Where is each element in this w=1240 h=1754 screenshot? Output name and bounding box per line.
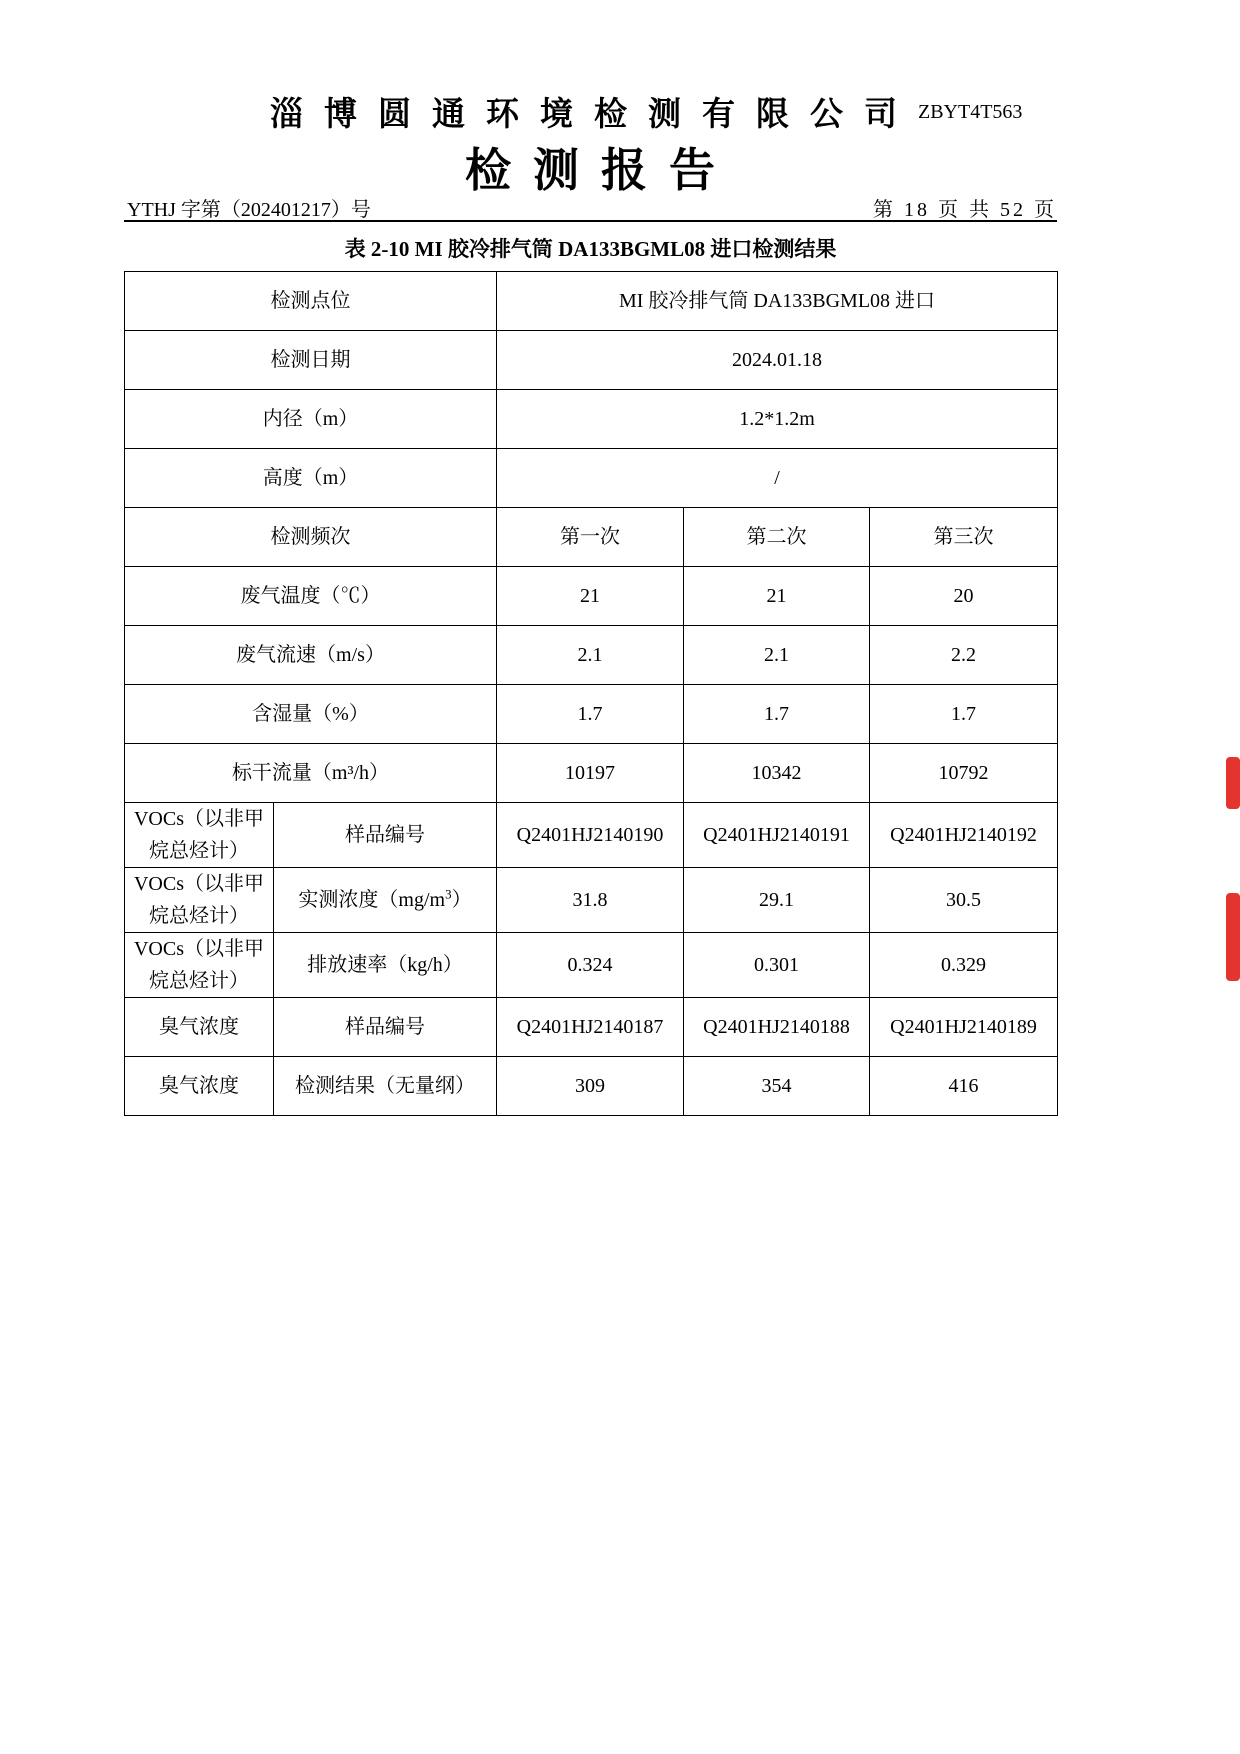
point-label: 检测点位 [125,272,497,331]
velocity-label: 废气流速（m/s） [125,626,497,685]
humidity-label: 含湿量（%） [125,685,497,744]
voc-sample-id-label: 样品编号 [274,803,497,868]
flow-label: 标干流量（m³/h） [125,744,497,803]
date-value: 2024.01.18 [497,331,1058,390]
voc-rate-label: 排放速率（kg/h） [274,933,497,998]
voc-label: VOCs（以非甲烷总烃计） [125,868,274,933]
report-title: 检测报告 [465,143,737,197]
odor-result-label: 检测结果（无量纲） [274,1057,497,1116]
voc-concentration-3: 30.5 [870,868,1058,933]
voc-concentration-label: 实测浓度$(mg/m^3)$ [274,868,497,933]
height-label: 高度（m） [125,449,497,508]
cubic-superscript: 3 [445,886,452,902]
frequency-2: 第二次 [684,508,870,567]
red-seal-stamp [1226,757,1240,809]
voc-sample-1: Q2401HJ2140190 [497,803,684,868]
odor-sample-1: Q2401HJ2140187 [497,998,684,1057]
voc-rate-2: 0.301 [684,933,870,998]
voc-sample-2: Q2401HJ2140191 [684,803,870,868]
results-table [124,271,1058,1116]
table-row [125,803,1058,868]
frequency-3: 第三次 [870,508,1058,567]
flow-1: 10197 [497,744,684,803]
velocity-3: 2.2 [870,626,1058,685]
humidity-3: 1.7 [870,685,1058,744]
table-row [125,390,1058,449]
table-row [125,1057,1058,1116]
frequency-label: 检测频次 [125,508,497,567]
page-info: 第 18 页 共 52 页 [873,199,1057,221]
table-row [125,508,1058,567]
temperature-1: 21 [497,567,684,626]
table-title: 表 2-10 MI 胶冷排气筒 DA133BGML08 进口检测结果 [344,237,837,261]
humidity-2: 1.7 [684,685,870,744]
humidity-1: 1.7 [497,685,684,744]
odor-result-3: 416 [870,1057,1058,1116]
voc-sample-3: Q2401HJ2140192 [870,803,1058,868]
table-row [125,685,1058,744]
table-row [125,449,1058,508]
voc-label: VOCs（以非甲烷总烃计） [125,933,274,998]
company-name: 淄博圆通环境检测有限公司 [270,94,918,133]
voc-rate-3: 0.329 [870,933,1058,998]
table-row [125,272,1058,331]
header-rule [124,220,1057,222]
red-seal-stamp [1226,893,1240,981]
voc-rate-1: 0.324 [497,933,684,998]
point-value: MI 胶冷排气筒 DA133BGML08 进口 [497,272,1058,331]
table-row [125,331,1058,390]
odor-result-1: 309 [497,1057,684,1116]
odor-label: 臭气浓度 [125,998,274,1057]
table-row [125,744,1058,803]
velocity-2: 2.1 [684,626,870,685]
temperature-label: 废气温度（℃） [125,567,497,626]
velocity-1: 2.1 [497,626,684,685]
flow-3: 10792 [870,744,1058,803]
odor-result-2: 354 [684,1057,870,1116]
date-label: 检测日期 [125,331,497,390]
table-row [125,868,1058,933]
table-row [125,933,1058,998]
odor-sample-2: Q2401HJ2140188 [684,998,870,1057]
table-row [125,998,1058,1057]
reference-number: YTHJ 字第（202401217）号 [127,199,371,221]
height-value: / [497,449,1058,508]
diameter-value: 1.2*1.2m [497,390,1058,449]
document-code: ZBYT4T563 [918,101,1023,123]
temperature-3: 20 [870,567,1058,626]
voc-concentration-1: 31.8 [497,868,684,933]
flow-2: 10342 [684,744,870,803]
odor-sample-3: Q2401HJ2140189 [870,998,1058,1057]
diameter-label: 内径（m） [125,390,497,449]
voc-concentration-2: 29.1 [684,868,870,933]
frequency-1: 第一次 [497,508,684,567]
temperature-2: 21 [684,567,870,626]
odor-sample-id-label: 样品编号 [274,998,497,1057]
voc-label: VOCs（以非甲烷总烃计） [125,803,274,868]
odor-label: 臭气浓度 [125,1057,274,1116]
table-row [125,626,1058,685]
table-row [125,567,1058,626]
